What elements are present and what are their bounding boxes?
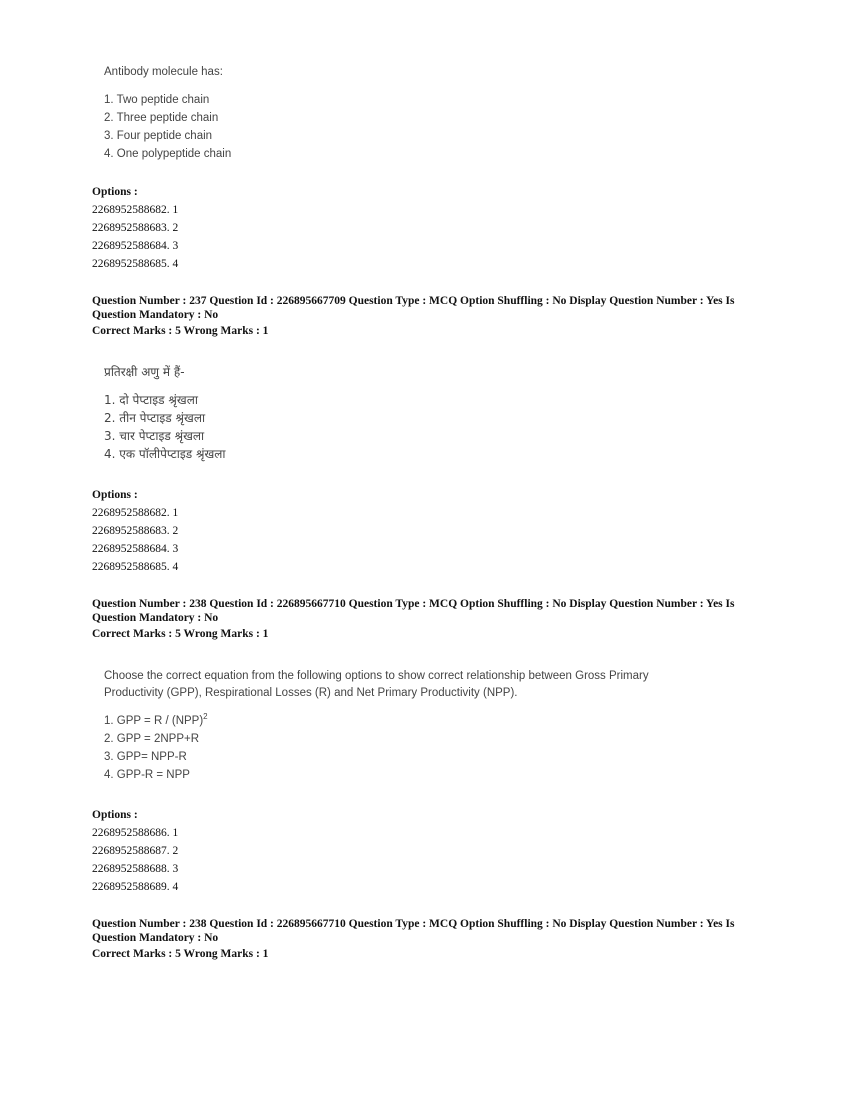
choice-item: 4. One polypeptide chain <box>104 148 232 160</box>
option-row: 2268952588682. 1 <box>92 507 179 519</box>
question-2-choices <box>104 391 226 463</box>
meta-marks: Correct Marks : 5 Wrong Marks : 1 <box>92 325 269 337</box>
question-meta-238b <box>92 917 772 961</box>
choice-item: 3. GPP= NPP-R <box>104 751 187 763</box>
meta-marks: Correct Marks : 5 Wrong Marks : 1 <box>92 948 269 960</box>
option-row: 2268952588685. 4 <box>92 561 179 573</box>
choice-item <box>104 712 734 730</box>
question-meta-237 <box>92 294 772 338</box>
meta-line: Question Number : 237 Question Id : 226895667709 Question Type : MCQ Option Shuffling : No Display Question Number : Yes Is <box>92 295 735 307</box>
meta-line: Question Mandatory : No <box>92 309 219 321</box>
meta-marks: Correct Marks : 5 Wrong Marks : 1 <box>92 628 269 640</box>
choice-item: 1. Two peptide chain <box>104 94 210 106</box>
question-1-box <box>104 64 231 163</box>
meta-line: Question Mandatory : No <box>92 612 219 624</box>
choice-item: 2. Three peptide chain <box>104 112 219 124</box>
choice-text: 1. GPP = R / (NPP) <box>104 715 204 727</box>
superscript: 2 <box>203 712 208 722</box>
question-3-options <box>92 806 178 896</box>
meta-line: Question Number : 238 Question Id : 226895667710 Question Type : MCQ Option Shuffling : No Display Question Number : Yes Is <box>92 918 735 930</box>
meta-line: Question Number : 238 Question Id : 226895667710 Question Type : MCQ Option Shuffling : No Display Question Number : Yes Is <box>92 598 735 610</box>
stem-line: Productivity (GPP), Respirational Losses (R) and Net Primary Productivity (NPP). <box>104 687 518 699</box>
option-row: 2268952588685. 4 <box>92 258 179 270</box>
option-row: 2268952588689. 4 <box>92 881 179 893</box>
meta-line: Question Mandatory : No <box>92 932 219 944</box>
option-row: 2268952588684. 3 <box>92 240 179 252</box>
question-3-choices <box>104 712 734 784</box>
option-row: 2268952588682. 1 <box>92 204 179 216</box>
stem-line: Choose the correct equation from the following options to show correct relationship between Gross Primary <box>104 670 649 682</box>
option-row: 2268952588683. 2 <box>92 525 179 537</box>
question-2-stem: प्रतिरक्षी अणु में हैं- <box>104 365 185 379</box>
question-1-choices <box>104 91 231 163</box>
question-3-stem <box>104 668 734 702</box>
choice-item: 4. एक पॉलीपेप्टाइड श्रृंखला <box>104 447 226 461</box>
question-1-stem: Antibody molecule has: <box>104 66 223 78</box>
question-1-options <box>92 183 178 273</box>
options-header: Options : <box>92 809 138 821</box>
question-3-box <box>104 668 734 784</box>
choice-item: 3. चार पेप्टाइड श्रृंखला <box>104 429 205 443</box>
options-header: Options : <box>92 489 138 501</box>
options-header: Options : <box>92 186 138 198</box>
option-row: 2268952588688. 3 <box>92 863 179 875</box>
option-row: 2268952588686. 1 <box>92 827 179 839</box>
question-2-options <box>92 486 178 576</box>
choice-item: 2. GPP = 2NPP+R <box>104 733 200 745</box>
option-row: 2268952588683. 2 <box>92 222 179 234</box>
choice-item: 4. GPP-R = NPP <box>104 769 190 781</box>
option-row: 2268952588684. 3 <box>92 543 179 555</box>
choice-item: 2. तीन पेप्टाइड श्रृंखला <box>104 411 206 425</box>
option-row: 2268952588687. 2 <box>92 845 179 857</box>
choice-item: 3. Four peptide chain <box>104 130 213 142</box>
question-2-box <box>104 364 226 463</box>
question-meta-238 <box>92 597 772 641</box>
choice-item: 1. दो पेप्टाइड श्रृंखला <box>104 393 198 407</box>
